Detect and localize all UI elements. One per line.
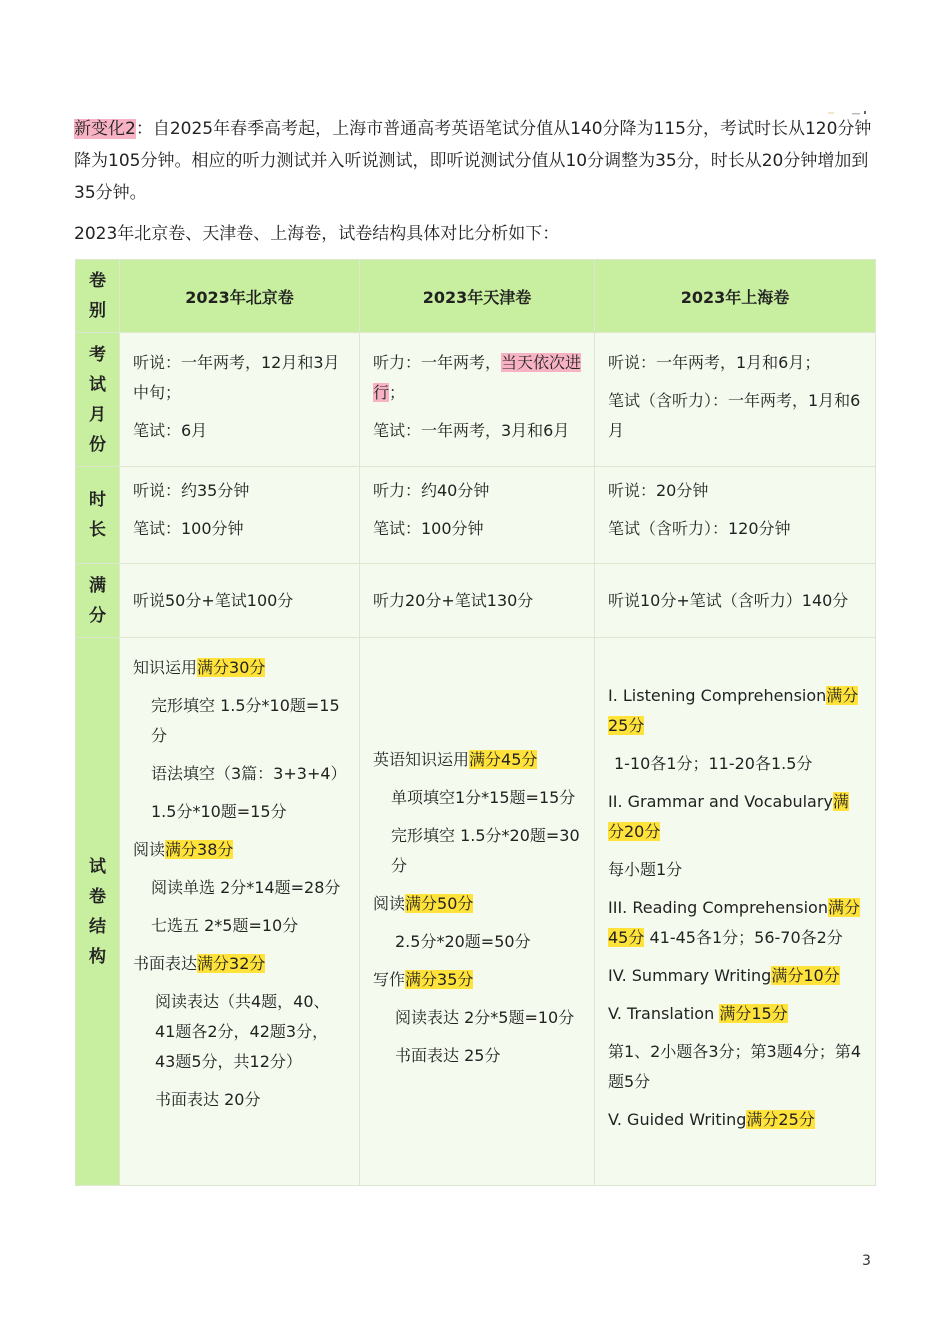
- cell-month-shanghai: [595, 333, 876, 467]
- text-line: 单项填空1分*15题=15分: [391, 788, 576, 807]
- text-line: 听力：约40分钟: [373, 481, 490, 500]
- section-line: III. Reading Comprehension满分45分 41-45各1分；56-70各2分: [608, 898, 860, 947]
- text-line: 语法填空（3篇：3+3+4）: [151, 764, 347, 783]
- cell-score-shanghai: 听说10分+笔试（含听力）140分: [595, 564, 876, 638]
- cell-month-tianjin: [360, 333, 595, 467]
- text-line: 七选五 2*5题=10分: [151, 916, 299, 935]
- cell-structure-tianjin: [360, 638, 595, 1186]
- score-highlight: 满分45分: [469, 750, 538, 769]
- comparison-lead: 2023年北京卷、天津卷、上海卷，试卷结构具体对比分析如下：: [74, 224, 560, 244]
- text-line: 笔试：一年两考，3月和6月: [373, 421, 570, 440]
- table-header-row: [76, 260, 876, 333]
- section-line: II. Grammar and Vocabulary满分20分: [608, 792, 849, 841]
- scan-mark: [828, 101, 868, 107]
- row-label-month: 考试月份: [76, 333, 120, 467]
- text-line: 完形填空 1.5分*20题=30分: [391, 826, 580, 875]
- header-beijing: 2023年北京卷: [120, 260, 360, 333]
- score-highlight: 满分15分: [719, 1004, 788, 1023]
- text-line: 听力：一年两考，当天依次进行；: [373, 353, 582, 402]
- header-shanghai: 2023年上海卷: [595, 260, 876, 333]
- text-line: 听说：一年两考，12月和3月中旬；: [133, 353, 340, 402]
- intro-paragraph: [74, 113, 874, 209]
- cell-structure-beijing: [120, 638, 360, 1186]
- score-highlight: 满分10分: [771, 966, 840, 985]
- section-line: 阅读满分38分: [133, 840, 234, 859]
- text-line: 阅读单选 2分*14题=28分: [151, 878, 341, 897]
- comparison-table: [75, 259, 876, 1186]
- header-tianjin: 2023年天津卷: [360, 260, 595, 333]
- cell-score-beijing: 听说50分+笔试100分: [120, 564, 360, 638]
- score-highlight: 满分25分: [746, 1110, 815, 1129]
- row-label-duration: 时长: [76, 467, 120, 564]
- text-line: 2.5分*20题=50分: [395, 932, 531, 951]
- page-number: 3: [862, 1253, 871, 1269]
- text-line: 听说：约35分钟: [133, 481, 250, 500]
- text-line: 笔试：100分钟: [373, 519, 484, 538]
- change-tag: 新变化2: [74, 119, 136, 139]
- text-line: 笔试：100分钟: [133, 519, 244, 538]
- intro-text: ：自2025年春季高考起，上海市普通高考英语笔试分值从140分降为115分，考试时长从120分钟降为105分钟。相应的听力测试并入听说测试，即听说测试分值从10分调整为35分，时长从20分钟增加到35分钟。: [74, 119, 872, 203]
- score-highlight: 满分45分: [608, 898, 860, 947]
- section-line: 写作满分35分: [373, 970, 474, 989]
- text-line: 每小题1分: [608, 860, 683, 879]
- cell-structure-shanghai: [595, 638, 876, 1186]
- section-line: 阅读满分50分: [373, 894, 474, 913]
- text-line: 听说：一年两考，1月和6月；: [608, 353, 821, 372]
- score-highlight: 满分25分: [608, 686, 859, 735]
- highlight-text: 当天依次进行: [373, 353, 582, 402]
- section-line: V. Translation 满分15分: [608, 1004, 788, 1023]
- row-label-score: 满分: [76, 564, 120, 638]
- score-highlight: 满分30分: [197, 658, 266, 677]
- text-line: 笔试（含听力）：120分钟: [608, 519, 791, 538]
- text-line: 书面表达 25分: [395, 1046, 501, 1065]
- section-line: 知识运用满分30分: [133, 658, 266, 677]
- text-line: 阅读表达 2分*5题=10分: [395, 1008, 575, 1027]
- text-line: 书面表达 20分: [155, 1090, 261, 1109]
- section-line: V. Guided Writing满分25分: [608, 1110, 815, 1129]
- cell-duration-shanghai: [595, 467, 876, 564]
- section-line: 书面表达满分32分: [133, 954, 266, 973]
- text-line: 笔试：6月: [133, 421, 208, 440]
- row-exam-month: [76, 333, 876, 467]
- cell-duration-beijing: [120, 467, 360, 564]
- cell-month-beijing: [120, 333, 360, 467]
- section-line: I. Listening Comprehension满分25分: [608, 686, 859, 735]
- score-highlight: 满分50分: [405, 894, 474, 913]
- text-line: 听说：20分钟: [608, 481, 709, 500]
- text-line: 第1、2小题各3分；第3题4分；第4题5分: [608, 1042, 862, 1091]
- row-structure: [76, 638, 876, 1186]
- header-juanbie: 卷别: [76, 260, 120, 333]
- row-label-structure: 试卷结构: [76, 638, 120, 1186]
- score-highlight: 满分38分: [165, 840, 234, 859]
- cell-duration-tianjin: [360, 467, 595, 564]
- score-highlight: 满分20分: [608, 792, 849, 841]
- section-line: 英语知识运用满分45分: [373, 750, 538, 769]
- row-full-score: [76, 564, 876, 638]
- text-line: 完形填空 1.5分*10题=15分: [151, 696, 340, 745]
- text-line: 阅读表达（共4题，40、41题各2分，42题3分，43题5分，共12分）: [155, 992, 330, 1071]
- text-line: 1-10各1分；11-20各1.5分: [614, 754, 813, 773]
- text-line: 1.5分*10题=15分: [151, 802, 287, 821]
- row-duration: [76, 467, 876, 564]
- cell-score-tianjin: 听力20分+笔试130分: [360, 564, 595, 638]
- score-highlight: 满分32分: [197, 954, 266, 973]
- section-line: IV. Summary Writing满分10分: [608, 966, 840, 985]
- text-line: 笔试（含听力）：一年两考，1月和6月: [608, 391, 861, 440]
- score-highlight: 满分35分: [405, 970, 474, 989]
